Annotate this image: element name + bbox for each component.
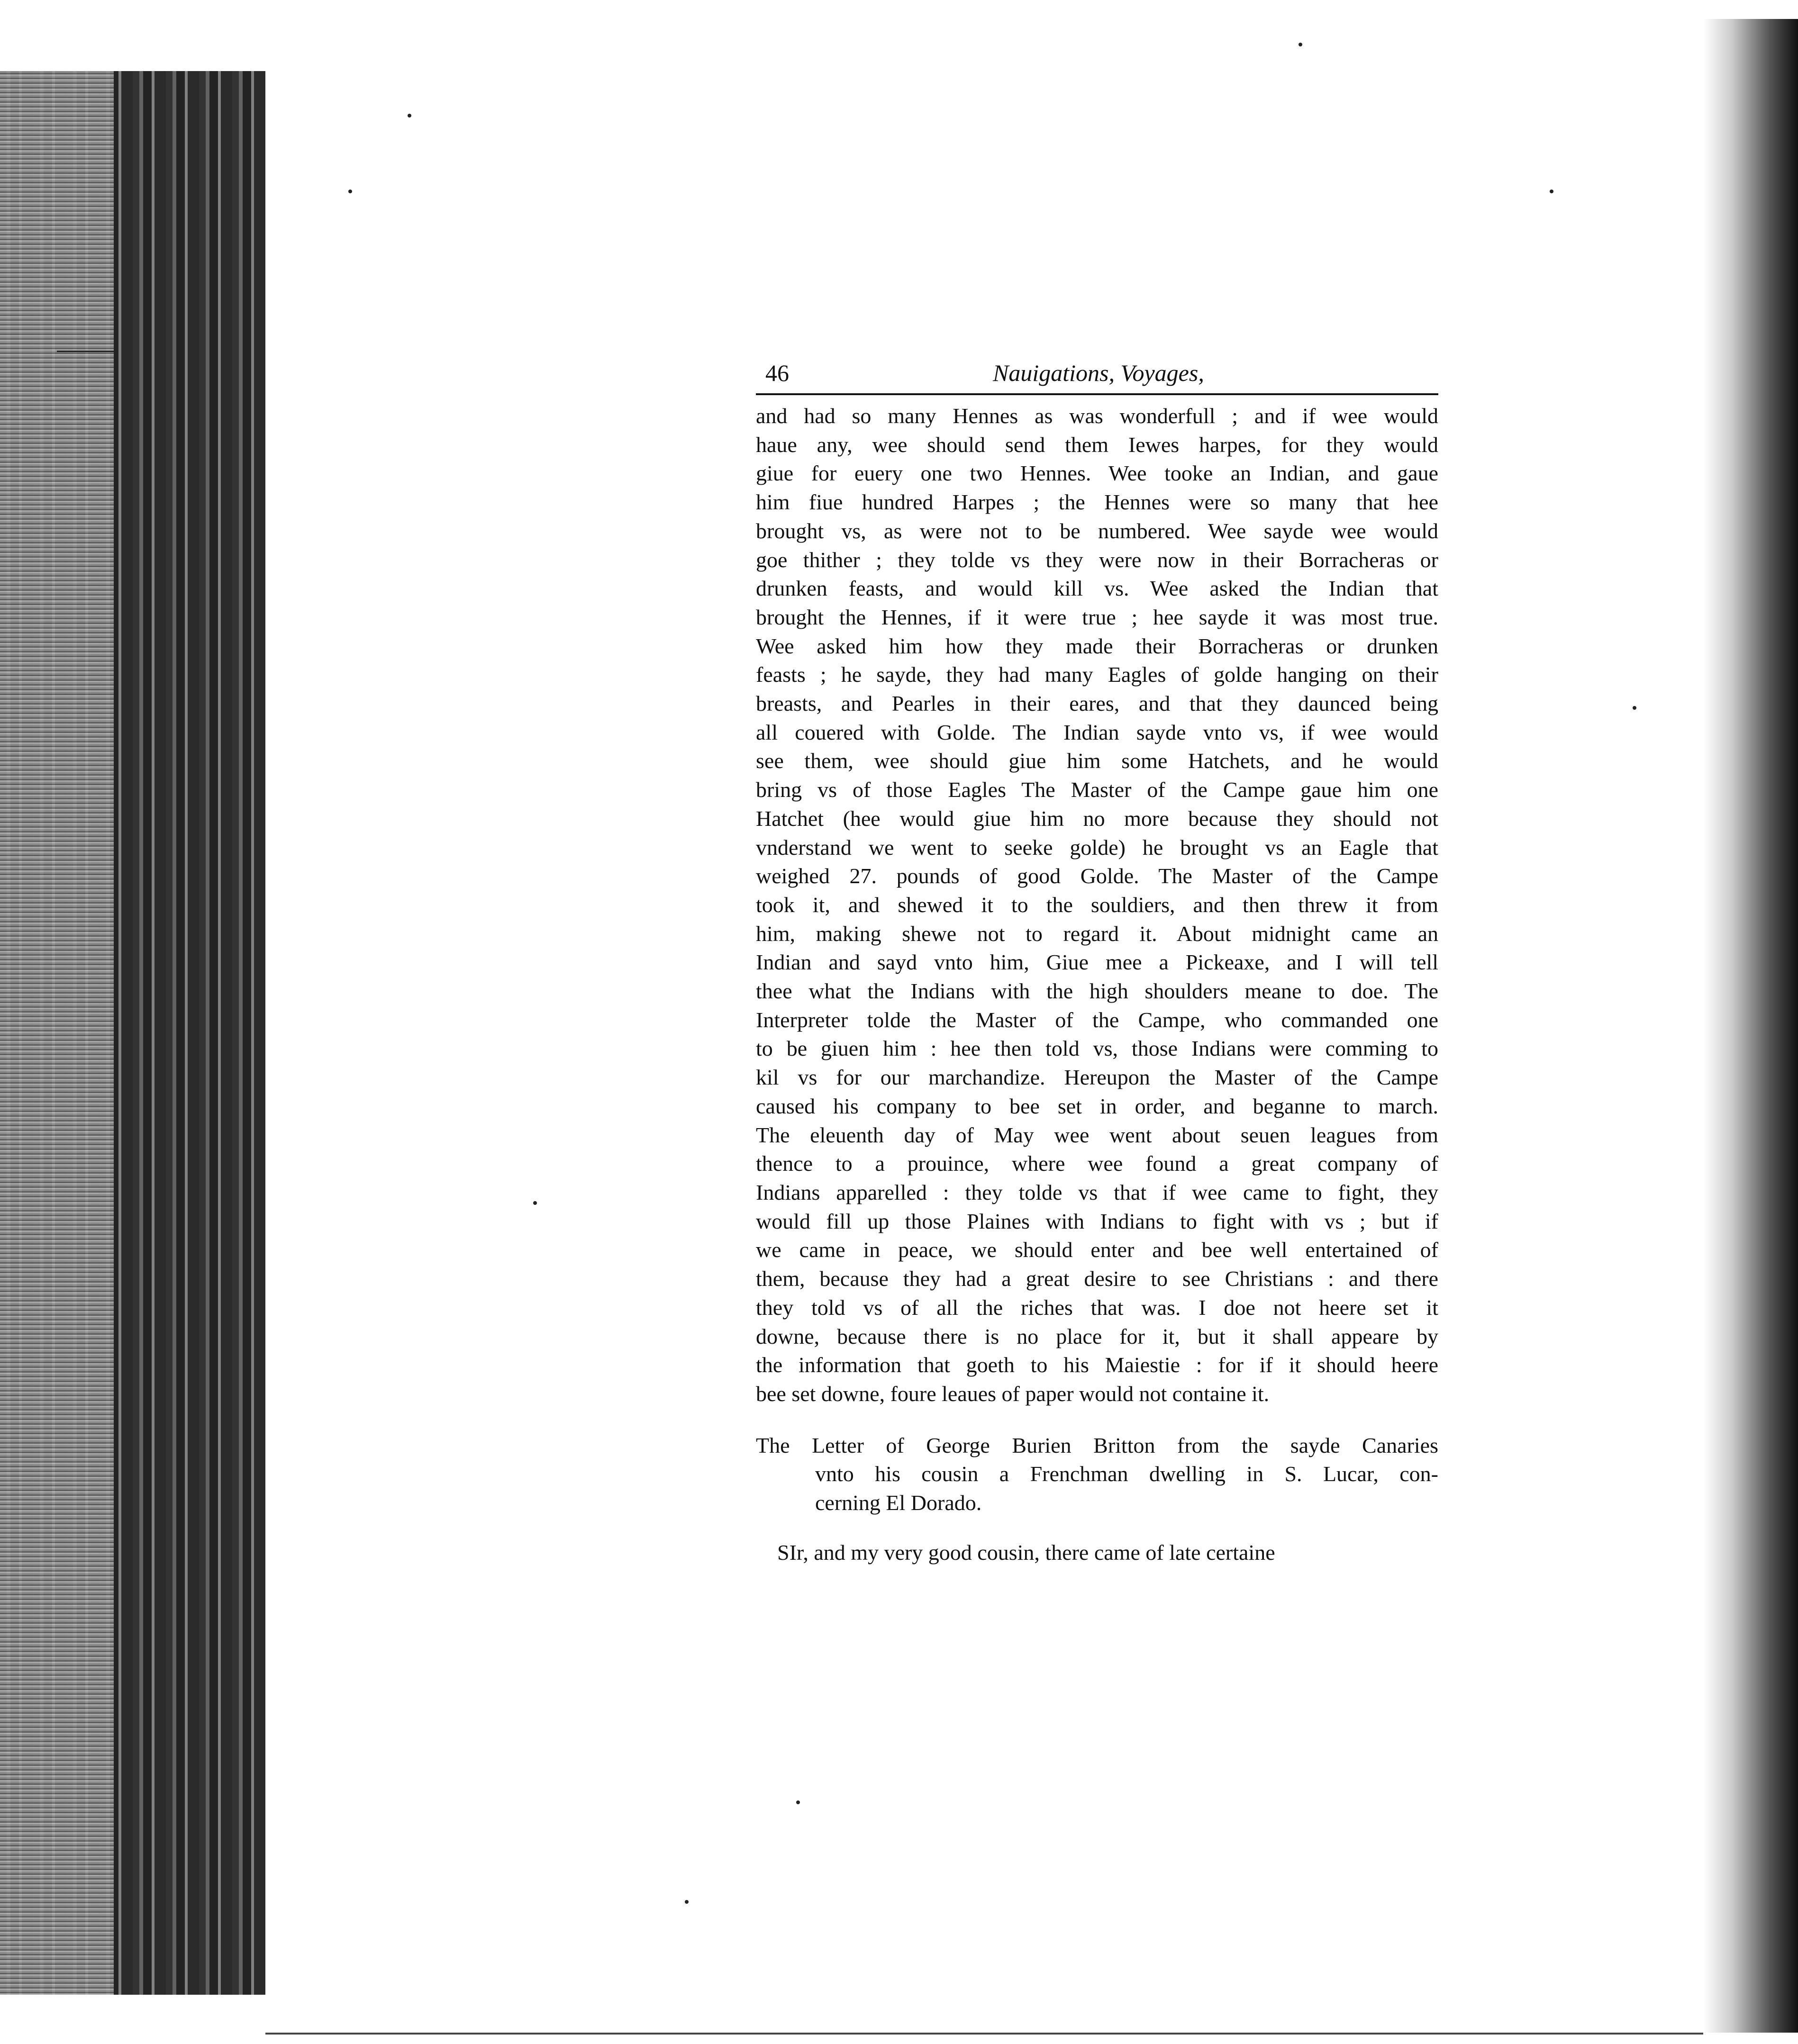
- scan-gutter-left-edge: [0, 71, 114, 1995]
- text-line: all couered with Golde. The Indian sayde vnto vs, if wee would: [756, 720, 1438, 744]
- text-line: bee set downe, foure leaues of paper would not containe it.: [756, 1381, 1270, 1406]
- text-line: kil vs for our marchandize. Hereupon the Master of the Campe: [756, 1065, 1438, 1090]
- scan-speck: [1299, 43, 1302, 46]
- text-line: and had so many Hennes as was wonderfull ; and if wee would: [756, 404, 1438, 428]
- text-line: breasts, and Pearles in their eares, and that they daunced being: [756, 691, 1438, 716]
- text-line: Indian and sayd vnto him, Giue mee a Pickeaxe, and I will tell: [756, 950, 1438, 975]
- scan-left-tick: [57, 351, 114, 352]
- text-line: The eleuenth day of May wee went about seuen leagues from: [756, 1122, 1438, 1147]
- text-line: haue any, wee should send them Iewes harpes, for they would: [756, 432, 1438, 457]
- text-line: we came in peace, we should enter and bee well entertained of: [756, 1238, 1438, 1262]
- text-line: bring vs of those Eagles The Master of the Campe gaue him one: [756, 778, 1438, 802]
- salutation-line: SIr, and my very good cousin, there came of late certaine: [777, 1540, 1275, 1565]
- text-line: giue for euery one two Hennes. Wee tooke an Indian, and gaue: [756, 461, 1438, 486]
- text-line: brought the Hennes, if it were true ; hee sayde it was most true.: [756, 605, 1438, 629]
- scan-bottom-edge: [265, 2033, 1703, 2035]
- text-line: downe, because there is no place for it, but it shall appeare by: [756, 1324, 1438, 1348]
- scan-speck: [408, 114, 411, 118]
- text-line: they told vs of all the riches that was. I doe not heere set it: [756, 1295, 1438, 1320]
- text-line: weighed 27. pounds of good Golde. The Master of the Campe: [756, 864, 1438, 888]
- book-page: [756, 351, 1438, 1567]
- text-line: him fiue hundred Harpes ; the Hennes were so many that hee: [756, 490, 1438, 515]
- scan-speck: [533, 1201, 537, 1205]
- text-line: Hatchet (hee would giue him no more because they should not: [756, 806, 1438, 831]
- text-line: caused his company to bee set in order, and beganne to march.: [756, 1094, 1438, 1118]
- scan-speck: [685, 1900, 689, 1904]
- text-line: thence to a prouince, where wee found a great company of: [756, 1151, 1438, 1176]
- text-line: would fill up those Plaines with Indians to fight with vs ; but if: [756, 1209, 1438, 1233]
- page-number: 46: [765, 360, 789, 386]
- scan-speck: [348, 190, 352, 193]
- heading-line: The Letter of George Burien Britton from the sayde Canaries: [756, 1433, 1438, 1457]
- text-line: took it, and shewed it to the souldiers, and then threw it from: [756, 892, 1438, 917]
- text-line: feasts ; he sayde, they had many Eagles of golde hanging on their: [756, 662, 1438, 687]
- text-line: brought vs, as were not to be numbered. Wee sayde wee would: [756, 518, 1438, 543]
- scan-speck: [796, 1800, 800, 1804]
- scan-speck: [1550, 190, 1553, 193]
- running-title: Nauigations, Voyages,: [993, 360, 1204, 386]
- body-text: [756, 402, 1438, 1409]
- text-line: see them, wee should giue him some Hatchets, and he would: [756, 749, 1438, 773]
- scan-speck: [1633, 706, 1636, 710]
- heading-line: cerning El Dorado.: [815, 1491, 982, 1515]
- text-line: thee what the Indians with the high shoulders meane to doe. The: [756, 979, 1438, 1004]
- text-line: them, because they had a great desire to see Christians : and there: [756, 1266, 1438, 1291]
- text-line: drunken feasts, and would kill vs. Wee asked the Indian that: [756, 576, 1438, 601]
- text-line: goe thither ; they tolde vs they were now in their Borracheras or: [756, 547, 1438, 572]
- text-line: Indians apparelled : they tolde vs that if wee came to fight, they: [756, 1180, 1438, 1204]
- text-line: the information that goeth to his Maiestie : for if it should heere: [756, 1353, 1438, 1377]
- text-line: vnderstand we went to seeke golde) he brought vs an Eagle that: [756, 835, 1438, 859]
- letter-salutation: [756, 1538, 1438, 1567]
- heading-line: vnto his cousin a Frenchman dwelling in S. Lucar, con-: [815, 1462, 1438, 1486]
- page-header: [756, 351, 1438, 395]
- text-line: him, making shewe not to regard it. About midnight came an: [756, 921, 1438, 946]
- text-line: Interpreter tolde the Master of the Campe, who commanded one: [756, 1007, 1438, 1032]
- text-line: Wee asked him how they made their Borracheras or drunken: [756, 633, 1438, 658]
- text-line: to be giuen him : hee then told vs, those Indians were comming to: [756, 1036, 1438, 1061]
- letter-heading: [756, 1431, 1438, 1518]
- scan-gutter-right: [1703, 19, 1798, 2033]
